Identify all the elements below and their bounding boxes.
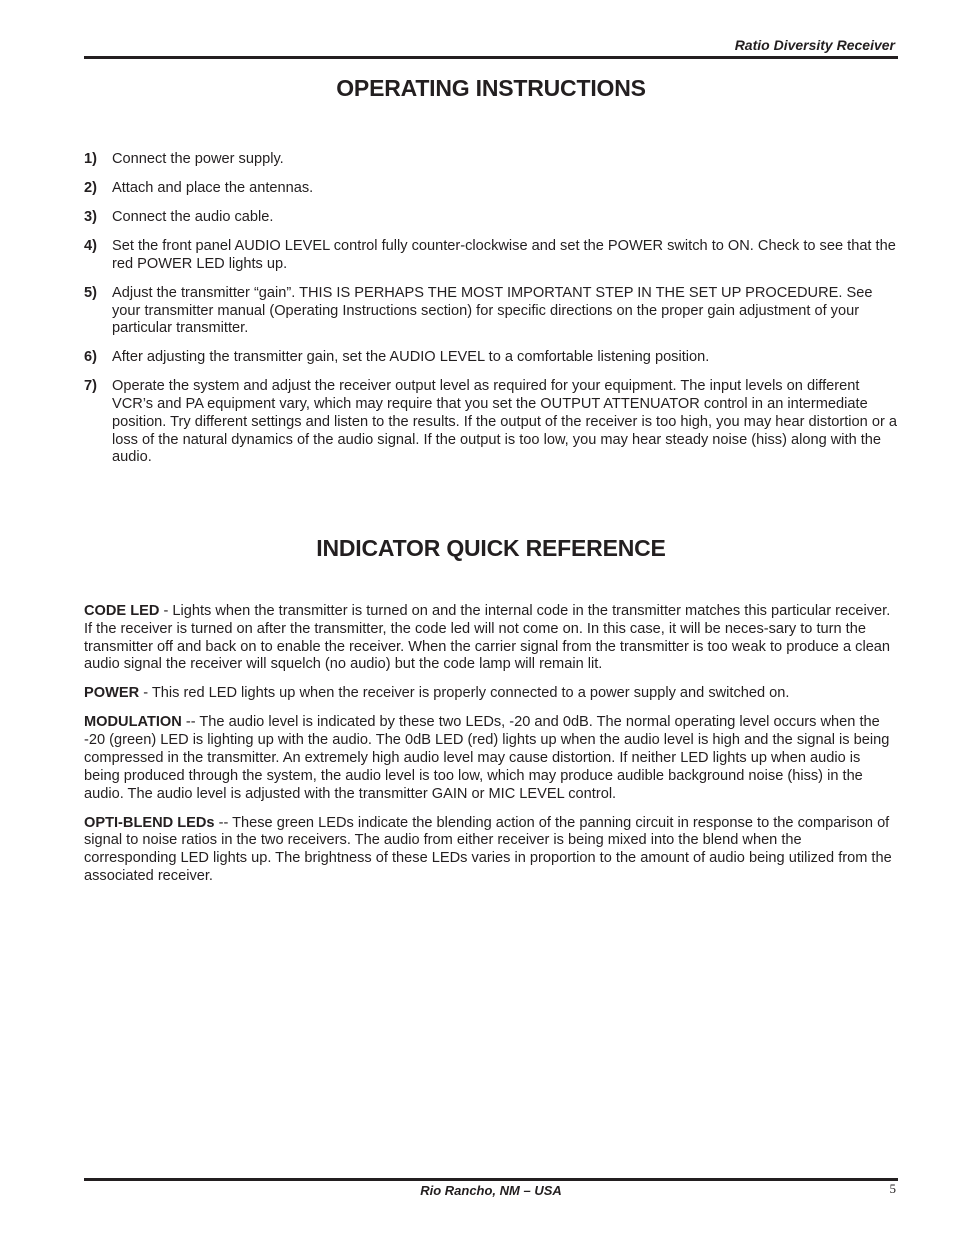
header-rule: [84, 56, 898, 59]
list-item: [84, 285, 898, 338]
indicator-reference-list: [84, 603, 898, 897]
operating-steps-list: [84, 151, 898, 478]
step-number: 7): [84, 378, 97, 395]
indicator-modulation: [84, 714, 898, 803]
step-number: 5): [84, 284, 97, 301]
list-item: [84, 378, 898, 467]
step-number: 1): [84, 151, 97, 167]
step-text: Adjust the transmitter “gain”. THIS IS PERHAPS THE MOST IMPORTANT STEP IN THE SET UP PROCEDURE. See your transmitter manual (Operating Instructions section) for specific directions on the proper gain adjustment of your particular transmitter.: [112, 284, 873, 337]
indicator-term: POWER: [84, 685, 140, 702]
step-number: 2): [84, 179, 97, 196]
indicator-opti-blend: [84, 815, 898, 886]
indicator-code-led: [84, 603, 898, 674]
step-text: Connect the audio cable.: [112, 208, 274, 225]
list-item: [84, 238, 898, 274]
section-title-operating-instructions: OPERATING INSTRUCTIONS: [336, 75, 646, 101]
step-text: Attach and place the antennas.: [112, 179, 314, 196]
list-item: [84, 180, 898, 198]
indicator-term: CODE LED: [84, 603, 160, 619]
indicator-description: - This red LED lights up when the receiver is properly connected to a power supply and switched on.: [139, 685, 790, 702]
step-text: Connect the power supply.: [112, 151, 284, 167]
indicator-term: MODULATION: [84, 714, 182, 731]
section-title-indicator-quick-reference: INDICATOR QUICK REFERENCE: [316, 535, 666, 561]
step-text: Set the front panel AUDIO LEVEL control fully counter-clockwise and set the POWER switch to ON. Check to see that the red POWER LED lights up.: [112, 237, 896, 272]
indicator-power: [84, 685, 898, 703]
document-header-title: Ratio Diversity Receiver: [734, 37, 895, 53]
list-item: [84, 349, 898, 367]
page-number: 5: [889, 1181, 896, 1196]
step-text: After adjusting the transmitter gain, set the AUDIO LEVEL to a comfortable listening position.: [112, 349, 710, 366]
step-text: Operate the system and adjust the receiver output level as required for your equipment. The input levels on different VCR’s and PA equipment vary, which may require that you set the OUTPUT ATTENUATOR control in an intermediate position. Try different settings and listen to the results. If the output of the receiver is too high, you may hear distortion or a loss of the natural dynamics of the audio signal. If the output is too low, you may hear steady noise (hiss) along with the audio.: [112, 378, 897, 466]
indicator-description: -- These green LEDs indicate the blending action of the panning circuit in response to the comparison of signal to noise ratios in the two receivers. The audio from either receiver is being mixed into the blend when the corresponding LED lights up. The brightness of these LEDs varies in proportion to the amount of audio being utilized from the associated receiver.: [84, 814, 892, 884]
indicator-description: -- The audio level is indicated by these two LEDs, -20 and 0dB. The normal operating level occurs when the -20 (green) LED is lighting up with the audio. The 0dB LED (red) lights up when the audio level is high and the signal is being compressed in the transmitter. An extremely high audio level may cause distortion. If neither LED lights up when audio is being produced through the system, the audio level is too low, which may produce audible background noise (hiss) in the audio. The audio level is adjusted with the transmitter GAIN or MIC LEVEL control.: [84, 714, 890, 802]
step-number: 3): [84, 208, 97, 225]
indicator-term: OPTI-BLEND LEDs: [84, 814, 215, 831]
indicator-description: - Lights when the transmitter is turned on and the internal code in the transmitter matches this particular receiver. If the receiver is turned on after the transmitter, the code led will not come on. In this case, it will be neces-sary to turn the transmitter off and back on to enable the receiver. When the carrier signal from the transmitter is too weak to produce a clean audio signal the receiver will squelch (no audio) but the code lamp will remain lit.: [84, 603, 891, 673]
step-number: 4): [84, 237, 97, 254]
footer-rule: [84, 1178, 898, 1181]
list-item: [84, 151, 898, 169]
step-number: 6): [84, 349, 97, 366]
footer-location: Rio Rancho, NM – USA: [420, 1183, 562, 1198]
list-item: [84, 209, 898, 227]
